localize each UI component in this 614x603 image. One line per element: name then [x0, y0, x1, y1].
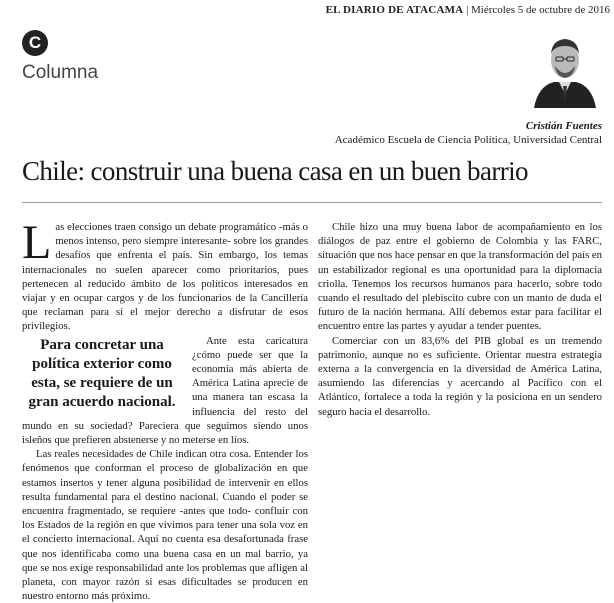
paragraph-4: Chile hizo una muy buena labor de acompañamiento en los diálogos de paz entre el gobierno de Colombia y las FARC, situación que nos hace pensar en que la transformación del país en un estabilizador regional es una oportunidad para la diplomacia criolla. Tenemos los recursos humanos para hacerlo, sobre todo cuando el resultado del plebiscito cubre con un manto de duda el futuro de la nación hermana. Allí debemos estar para facilitar el encuentro entre las partes y ayudar a tender puentes. [318, 221, 603, 333]
publication-date: Miércoles 5 de octubre de 2016 [471, 4, 610, 16]
headline: Chile: construir una buena casa en un buen barrio [22, 156, 528, 186]
author-role: Académico Escuela de Ciencia Política, Universidad Central [334, 134, 602, 146]
masthead-line [300, 4, 610, 16]
divider [22, 202, 602, 203]
author-photo [530, 28, 600, 108]
paragraph-5: Comerciar con un 83,6% del PIB global es un tremendo patrimonio, aunque no es suficiente. Orientar nuestra estrategia externa a la convergencia en la diversidad de América Latina, asumiendo las diferencias y acercando al Pacífico con el Atlántico, fortalece a toda la región y la posiciona en un sendero seguro hacia el desarrollo. [318, 334, 602, 418]
paragraph-2: Ante esta caricatura ¿cómo puede ser que la economía más abierta de América Latina aprecie de una manera tan escasa la influencia del resto del mundo en su sociedad? Pareciera que seguimos siendo unos isleños que prefieren abstenerse y no meterse en líos. [22, 334, 308, 447]
article-column-2 [318, 220, 602, 419]
drop-cap: L [22, 216, 52, 269]
paragraph-3: Las reales necesidades de Chile indican otra cosa. Entender los fenómenos que conforman el proceso de globalización en que estamos insertos y tener alguna posibilidad de intervenir en ellos resulta fundamental para el destino nacional. Cuando el poder se encuentra fragmentado, se requiere -antes que todo- confluir con los Estados de la región en que vivimos para tener una sola voz en el concierto internacional. Aquí no cuenta esa desafortunada frase que nos identificaba como una buena casa en un mal barrio, ya que se nos exige responsabilidad ante los problemas que afligen al planeta, con mayor razón si esas dificultades se producen en nuestro entorno más próximo. [22, 448, 308, 603]
header-separator: | [463, 4, 472, 16]
article-column-1 [22, 216, 308, 603]
paragraph-1 [22, 216, 308, 334]
section-label: Columna [22, 62, 99, 83]
newspaper-name: EL DIARIO DE ATACAMA [325, 4, 464, 16]
pull-quote: Para concretar una política exterior como esta, se requiere de un gran acuerdo nacional. [28, 336, 176, 410]
column-badge-icon: C [22, 30, 48, 56]
author-name: Cristián Fuentes [525, 120, 602, 132]
paragraph-1-text: as elecciones traen consigo un debate programático -más o menos intenso, pero siempre interesante- sobre los grandes desafíos que enfrenta el país. Sin embargo, los temas internacionales no suelen aparecer como prioritarios, pues pertenecen al reducido ámbito de los políticos interesados en viajar y en ocupar cargos y de los funcionarios de la Cancillería que reclaman para sí el mejor derecho a disfrutar de esos privilegios. [22, 221, 308, 333]
